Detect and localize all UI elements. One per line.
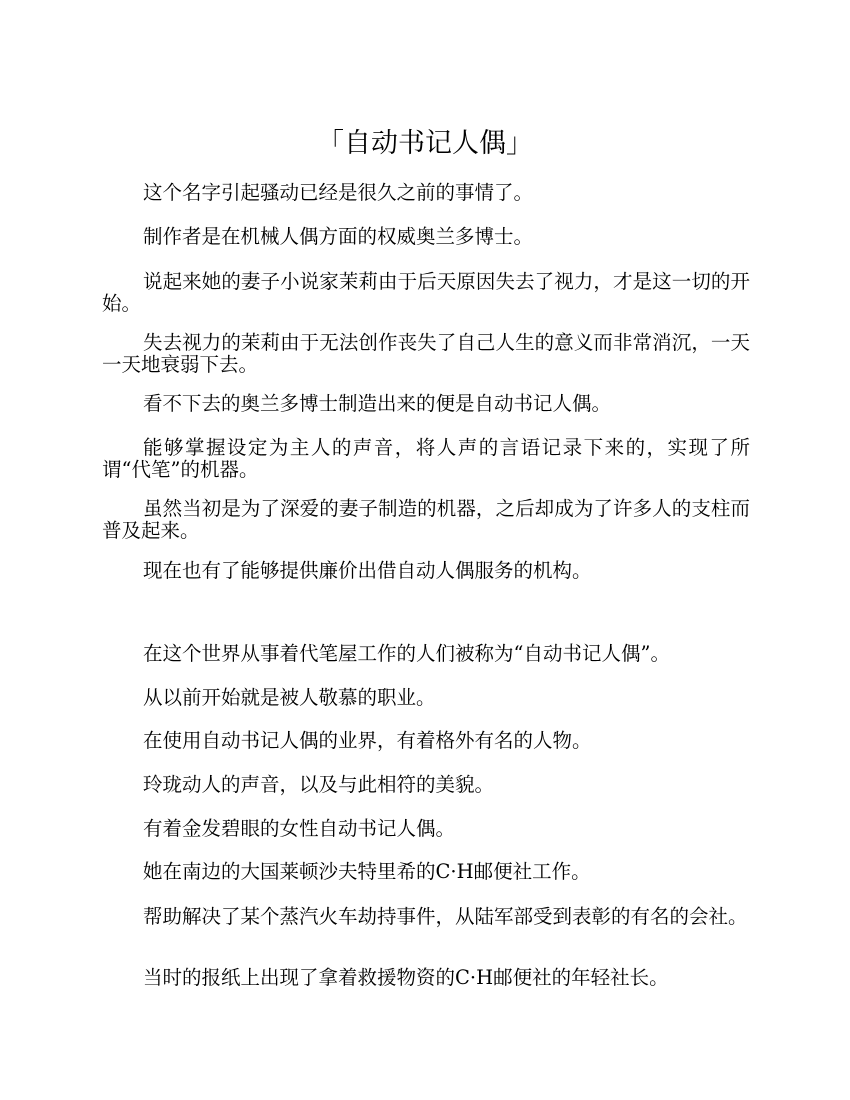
paragraph: 有着金发碧眼的女性自动书记人偶。 — [143, 817, 456, 840]
paragraph: 从以前开始就是被人敬慕的职业。 — [143, 686, 436, 709]
paragraph: 制作者是在机械人偶方面的权威奥兰多博士。 — [143, 225, 534, 248]
paragraph: 玲珑动人的声音，以及与此相符的美貌。 — [143, 773, 495, 796]
paragraph: 能够掌握设定为主人的声音，将人声的言语记录下来的，实现了所谓“代笔”的机器。 — [102, 436, 750, 481]
paragraph: 在使用自动书记人偶的业界，有着格外有名的人物。 — [143, 729, 592, 752]
paragraph: 帮助解决了某个蒸汽火车劫持事件，从陆军部受到表彰的有名的会社。 — [143, 905, 748, 928]
paragraph: 虽然当初是为了深爱的妻子制造的机器，之后却成为了许多人的支柱而普及起来。 — [102, 497, 750, 542]
paragraph: 在这个世界从事着代笔屋工作的人们被称为“自动书记人偶”。 — [143, 642, 670, 665]
paragraph: 她在南边的大国莱顿沙夫特里希的C·H邮便社工作。 — [143, 860, 591, 883]
paragraph: 这个名字引起骚动已经是很久之前的事情了。 — [143, 181, 534, 204]
paragraph: 说起来她的妻子小说家茉莉由于后天原因失去了视力，才是这一切的开始。 — [102, 270, 750, 315]
paragraph: 当时的报纸上出现了拿着救援物资的C·H邮便社的年轻社长。 — [143, 966, 669, 989]
paragraph: 现在也有了能够提供廉价出借自动人偶服务的机构。 — [143, 559, 592, 582]
paragraph: 失去视力的茉莉由于无法创作丧失了自己人生的意义而非常消沉，一天一天地衰弱下去。 — [102, 331, 750, 376]
document-title: 「自动书记人偶」 — [317, 128, 533, 159]
paragraph: 看不下去的奥兰多博士制造出来的便是自动书记人偶。 — [143, 392, 612, 415]
